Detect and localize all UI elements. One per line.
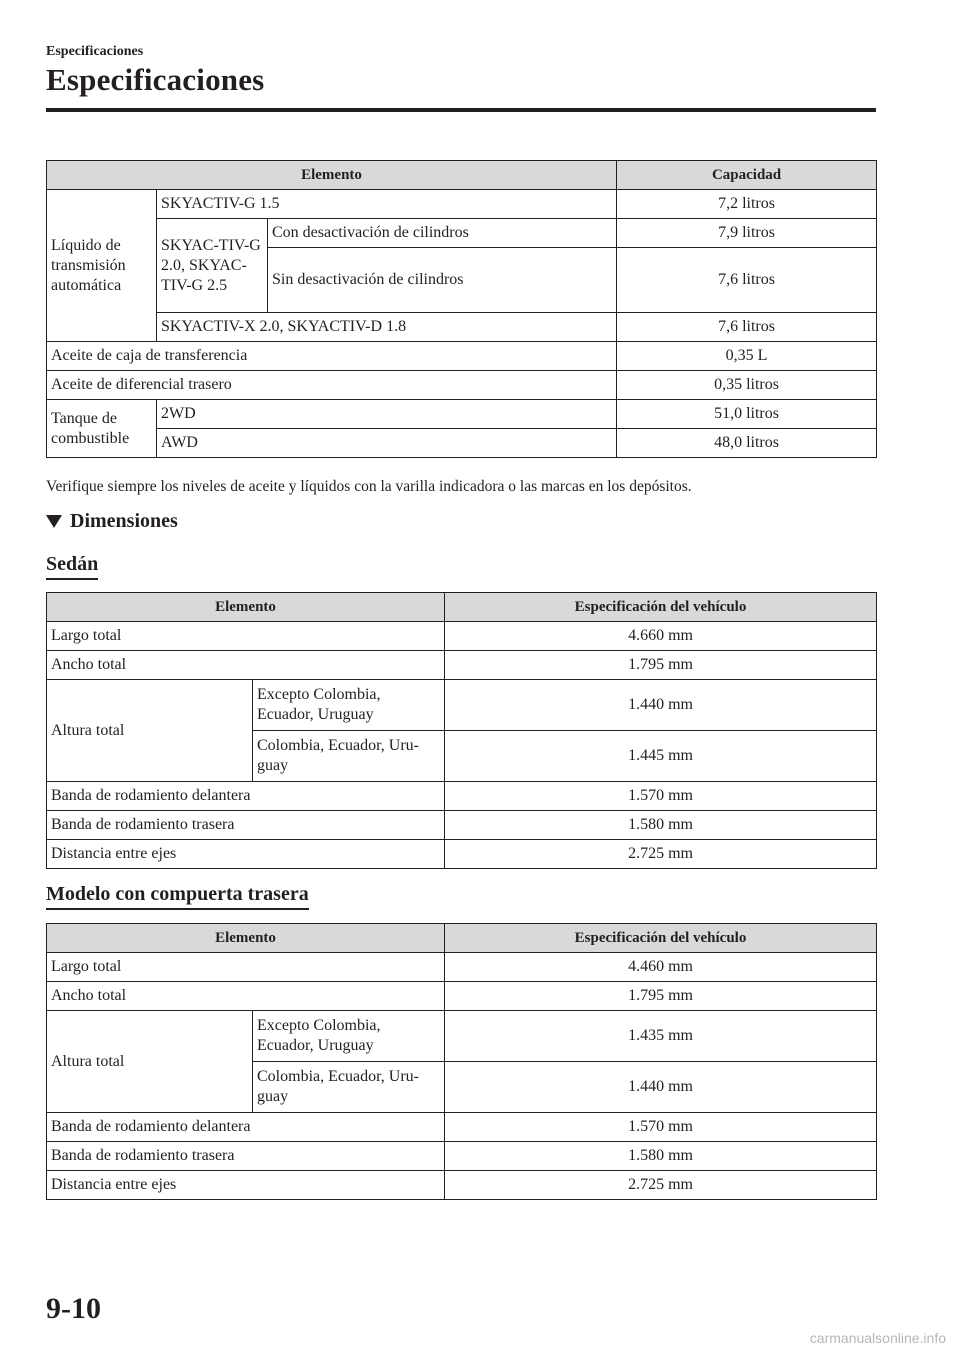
table-row [47, 840, 877, 869]
capacities-table [46, 160, 877, 458]
table-row [47, 190, 877, 219]
row-label: Distancia entre ejes [47, 840, 445, 869]
row-value: 4.460 mm [445, 953, 877, 982]
engine-group-label: SKYAC-TIV-G 2.0, SKYAC-TIV-G 2.5 [157, 219, 268, 313]
row-value: 4.660 mm [445, 622, 877, 651]
row-label: Excepto Colombia, Ecuador, Uruguay [253, 680, 445, 731]
table-header-row [47, 924, 877, 953]
row-value: 1.580 mm [445, 811, 877, 840]
row-value: 7,9 litros [617, 219, 877, 248]
note-text: Verifique siempre los niveles de aceite y líquidos con la varilla indicadora o las marcas en los depósitos. [46, 478, 692, 495]
row-label: Colombia, Ecuador, Uru-guay [253, 1062, 445, 1113]
header-capacity: Capacidad [617, 161, 877, 190]
table-row [47, 1113, 877, 1142]
page-title: Especificaciones [46, 62, 265, 97]
row-value: 48,0 litros [617, 429, 877, 458]
row-label: Ancho total [47, 651, 445, 680]
title-rule [46, 108, 876, 112]
row-value: 7,6 litros [617, 248, 877, 313]
row-value: 1.580 mm [445, 1142, 877, 1171]
row-label: Sin desactivación de cilindros [268, 248, 617, 313]
table-row [47, 371, 877, 400]
header-element: Elemento [47, 593, 445, 622]
header-spec: Especificación del vehículo [445, 593, 877, 622]
footer-watermark: carmanualsonline.info [809, 1330, 946, 1346]
table-row [47, 1142, 877, 1171]
row-value: 1.440 mm [445, 1062, 877, 1113]
row-label: Largo total [47, 953, 445, 982]
dimensions-heading [46, 510, 178, 533]
header-element: Elemento [47, 161, 617, 190]
table-header-row [47, 593, 877, 622]
row-value: 1.795 mm [445, 982, 877, 1011]
height-label: Altura total [47, 680, 253, 782]
hatchback-heading: Modelo con compuerta trasera [46, 883, 309, 910]
row-label: SKYACTIV-X 2.0, SKYACTIV-D 1.8 [157, 313, 617, 342]
row-label: Ancho total [47, 982, 445, 1011]
table-row [47, 651, 877, 680]
row-value: 2.725 mm [445, 1171, 877, 1200]
row-value: 7,6 litros [617, 313, 877, 342]
row-label: Banda de rodamiento trasera [47, 811, 445, 840]
table-row [47, 1171, 877, 1200]
row-label: 2WD [157, 400, 617, 429]
row-value: 1.435 mm [445, 1011, 877, 1062]
table-row [47, 953, 877, 982]
table-row [47, 680, 877, 731]
sedan-heading: Sedán [46, 553, 98, 580]
table-row [47, 429, 877, 458]
table-row [47, 342, 877, 371]
atf-label: Líquido de transmisión automática [47, 190, 157, 342]
row-label: Aceite de diferencial trasero [47, 371, 617, 400]
row-value: 1.445 mm [445, 731, 877, 782]
row-value: 0,35 litros [617, 371, 877, 400]
page-number: 9-10 [46, 1292, 101, 1325]
table-row [47, 982, 877, 1011]
dimensions-heading-text: Dimensiones [70, 510, 178, 532]
row-value: 1.570 mm [445, 782, 877, 811]
table-header-row [47, 161, 877, 190]
height-label: Altura total [47, 1011, 253, 1113]
row-value: 7,2 litros [617, 190, 877, 219]
row-label: Banda de rodamiento trasera [47, 1142, 445, 1171]
hatchback-dimensions-table [46, 923, 877, 1200]
table-row [47, 400, 877, 429]
row-label: Banda de rodamiento delantera [47, 782, 445, 811]
row-value: 1.795 mm [445, 651, 877, 680]
row-label: Banda de rodamiento delantera [47, 1113, 445, 1142]
row-value: 2.725 mm [445, 840, 877, 869]
row-label: Distancia entre ejes [47, 1171, 445, 1200]
tank-label: Tanque de combustible [47, 400, 157, 458]
row-label: AWD [157, 429, 617, 458]
row-label: Aceite de caja de transferencia [47, 342, 617, 371]
table-row [47, 313, 877, 342]
sedan-dimensions-table [46, 592, 877, 869]
row-value: 1.570 mm [445, 1113, 877, 1142]
row-label: Colombia, Ecuador, Uru-guay [253, 731, 445, 782]
header-element: Elemento [47, 924, 445, 953]
table-row [47, 1011, 877, 1062]
header-spec: Especificación del vehículo [445, 924, 877, 953]
table-row [47, 219, 877, 248]
triangle-down-icon [46, 515, 62, 528]
row-value: 1.440 mm [445, 680, 877, 731]
table-row [47, 811, 877, 840]
row-value: 51,0 litros [617, 400, 877, 429]
row-label: Largo total [47, 622, 445, 651]
row-label: SKYACTIV-G 1.5 [157, 190, 617, 219]
row-label: Excepto Colombia, Ecuador, Uruguay [253, 1011, 445, 1062]
table-row [47, 622, 877, 651]
row-value: 0,35 L [617, 342, 877, 371]
table-row [47, 782, 877, 811]
row-label: Con desactivación de cilindros [268, 219, 617, 248]
running-head: Especificaciones [46, 44, 144, 59]
